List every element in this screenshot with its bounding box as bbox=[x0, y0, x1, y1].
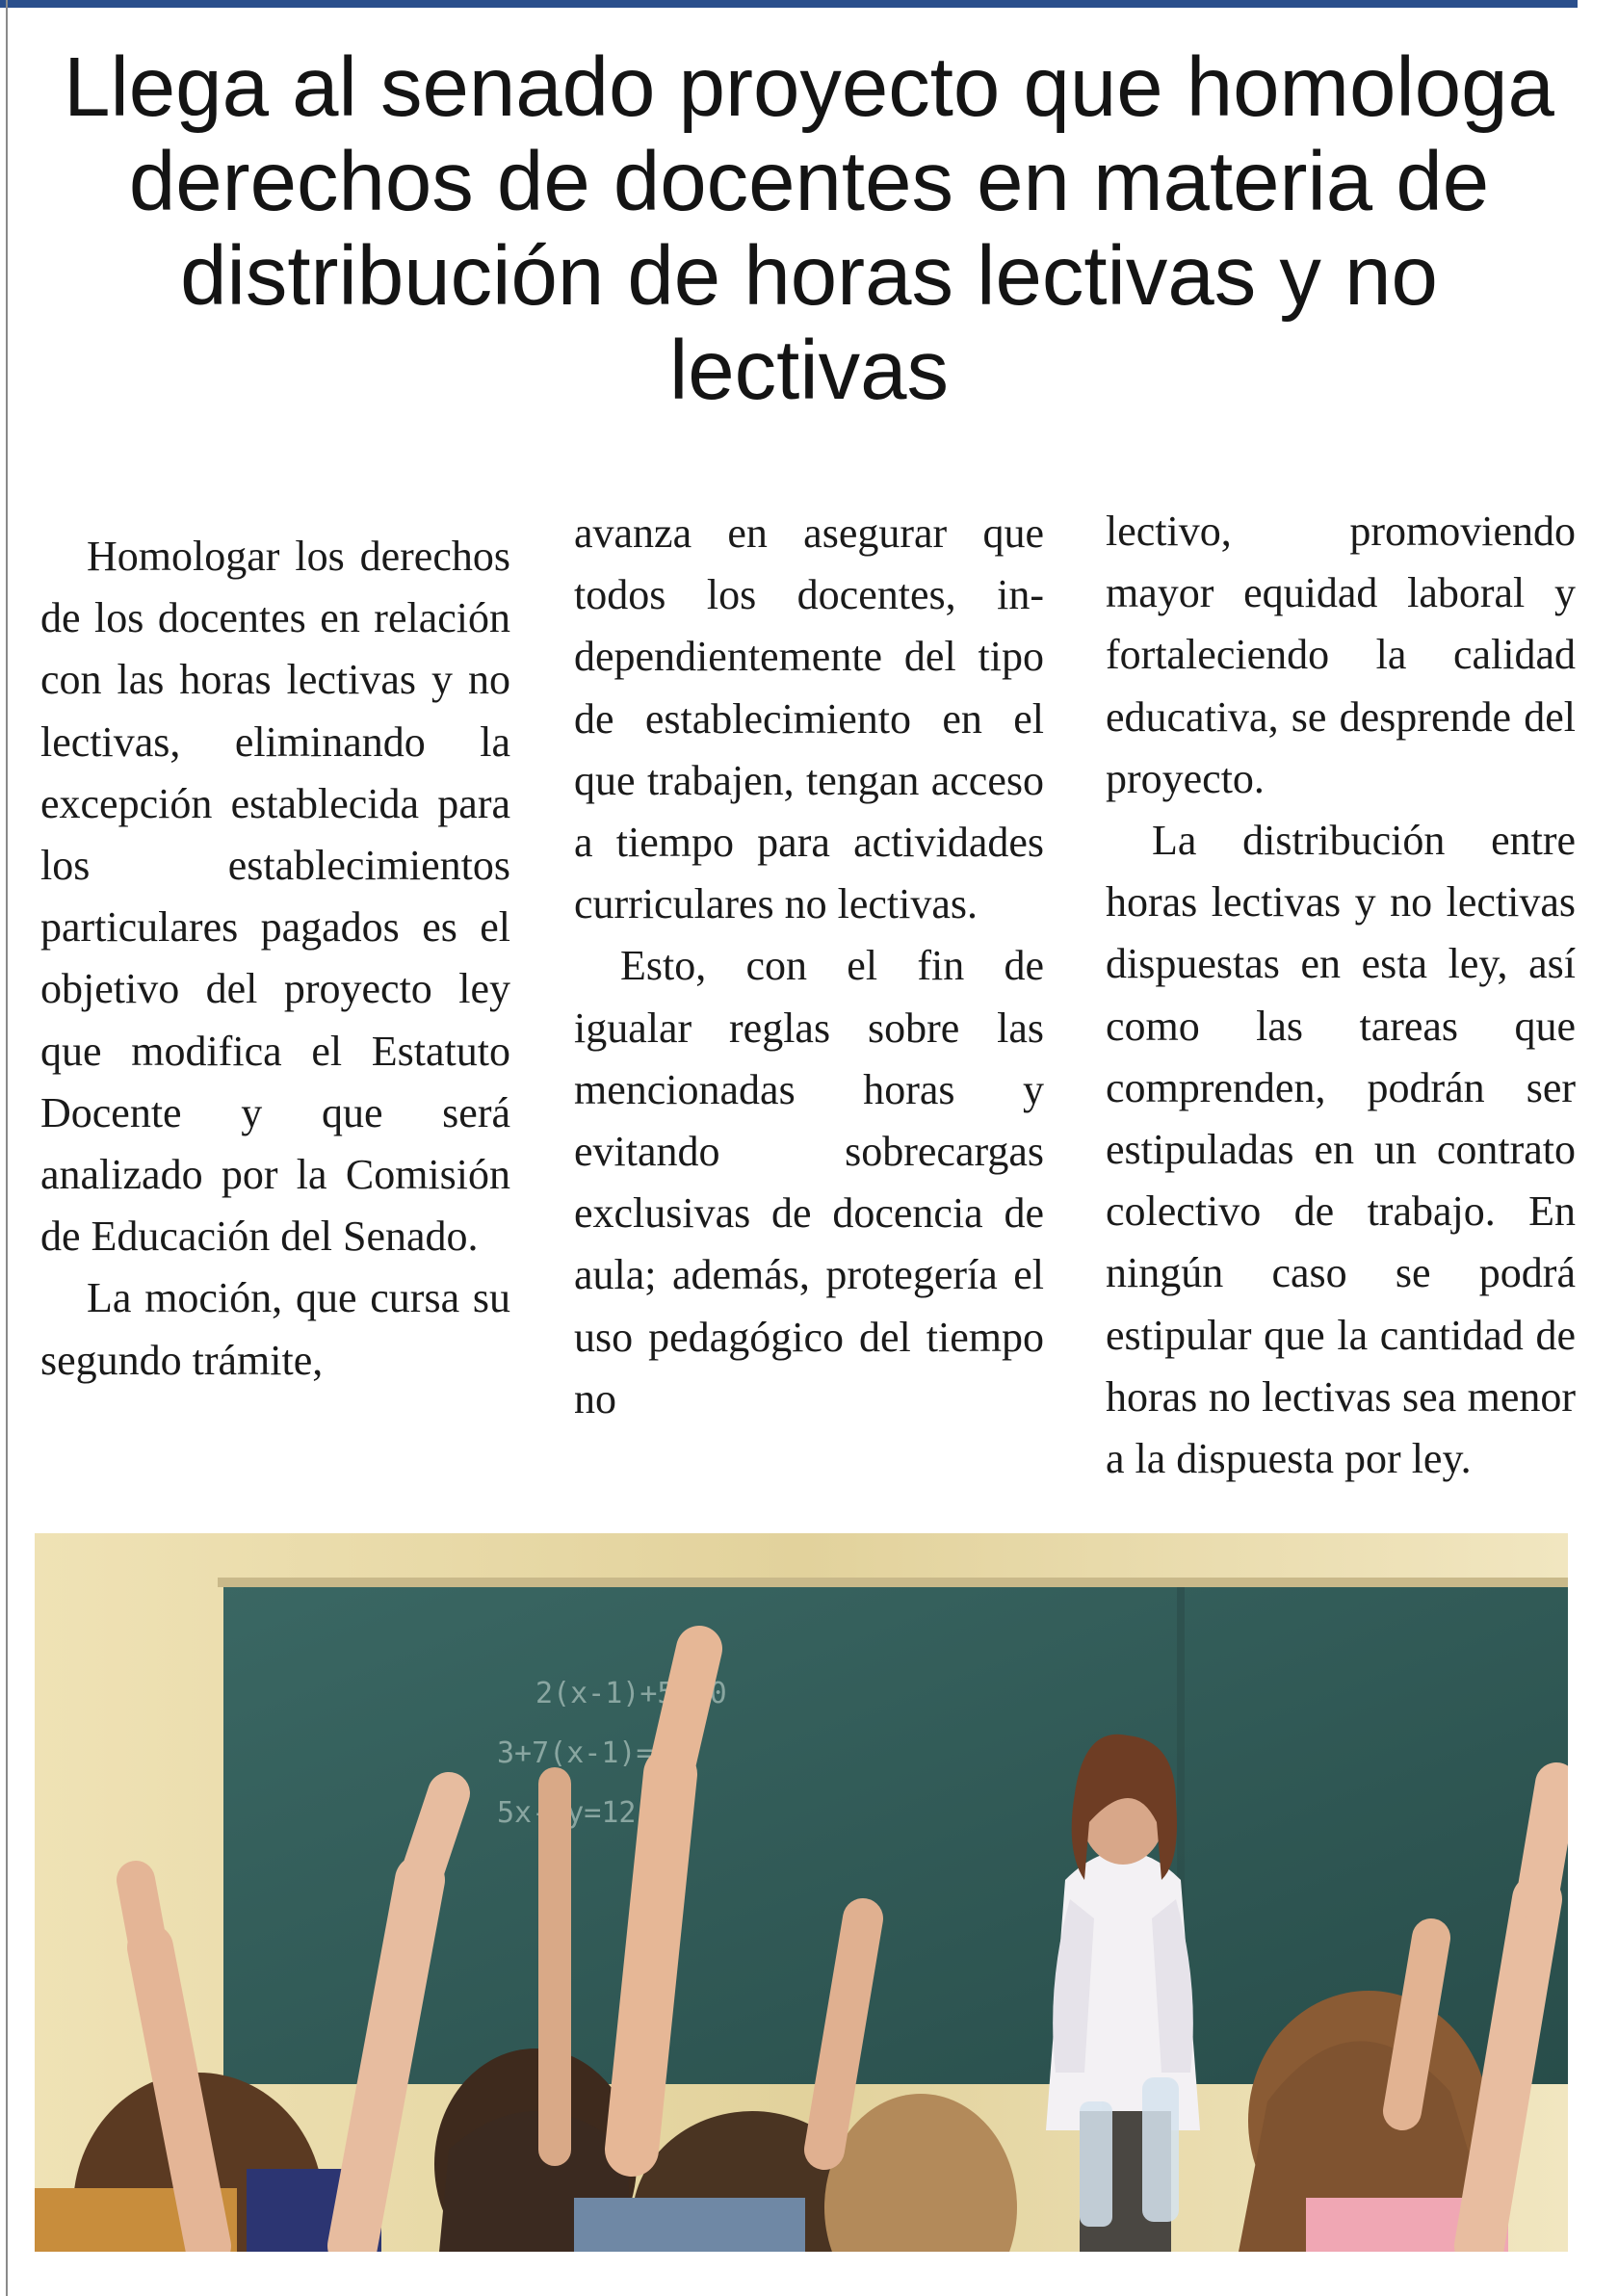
paragraph: Homologar los derechos de los docentes en relación con las horas lectivas y no lectivas, eliminando la excepción establecida para los establecimientos particulares pagados es el objetivo del proyecto ley que modifica el Estatuto Docente y que será analizado por la Comisión de Educación del Senado. bbox=[40, 533, 510, 1261]
paragraph: La distribución entre horas lectivas y no lectivas dispuestas en esta ley, así como las tareas que comprenden, podrán ser estipuladas en un contrato colectivo de trabajo. En ningún caso se podrá estipular que la cantidad de horas no lectivas sea menor a la dispuesta por ley. bbox=[1106, 817, 1576, 1483]
classroom-photo bbox=[35, 1533, 1568, 2252]
headline: Llega al senado proyecto que homologa derechos de docentes en materia de distribución de horas lectivas y no lectivas bbox=[64, 40, 1554, 417]
board-frame bbox=[218, 1578, 1568, 1587]
paragraph: La moción, que cursa su segundo trámite, bbox=[40, 1274, 510, 1384]
left-margin-rule bbox=[6, 0, 8, 2296]
chalk-text: 5x-3y=12 bbox=[497, 1796, 637, 1830]
article-column-1 bbox=[40, 526, 510, 1489]
chalk-text: 3+7(x-1)=.. bbox=[497, 1736, 689, 1770]
top-rule bbox=[0, 0, 1578, 8]
chalk-text: 2(x-1)+5=10 bbox=[535, 1677, 727, 1710]
classroom-illustration bbox=[35, 1533, 1568, 2252]
paragraph: Esto, con el fin de igualar reglas sobre las mencionadas horas y evitando sobrecargas exclusivas de docencia de aula; además, protegería el uso pedagógico del tiempo no bbox=[574, 942, 1044, 1422]
article-column-3 bbox=[1106, 501, 1576, 1483]
paragraph: avanza en asegurar que todos los docentes, independientemente del tipo de establecimiento en el que trabajen, tengan acceso a tiempo para actividades curriculares no lectivas. bbox=[574, 509, 1044, 928]
article-column-2 bbox=[574, 503, 1044, 1466]
paragraph: lectivo, promoviendo mayor equidad laboral y fortaleciendo la calidad educativa, se desprende del proyecto. bbox=[1106, 508, 1576, 802]
